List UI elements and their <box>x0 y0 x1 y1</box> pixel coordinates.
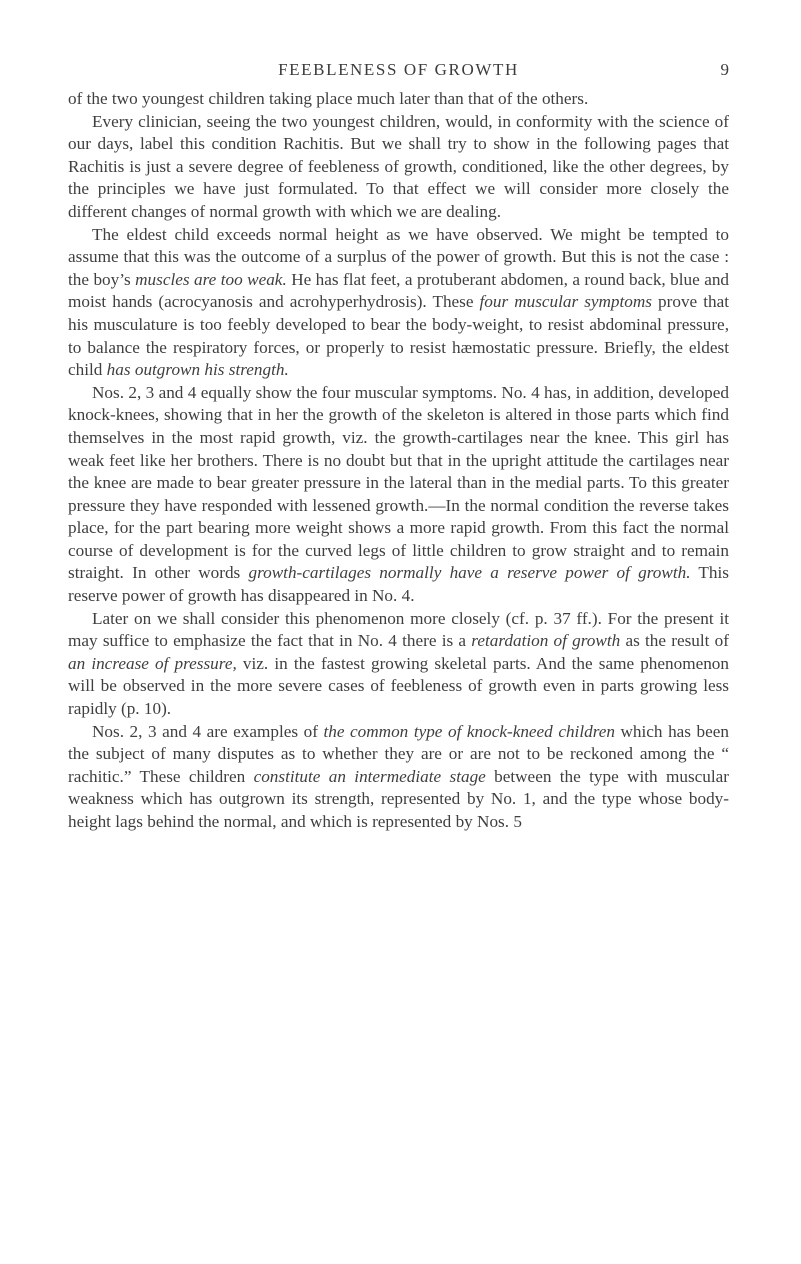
italic-text: the common type of knock-kneed children <box>323 721 615 741</box>
text-run: This reserve power of growth has disappeared in No. 4. <box>68 563 729 606</box>
running-head: FEEBLENESS OF GROWTH <box>278 60 519 79</box>
text-run: which has been the subject of many disputes as to whether they are or are not to be reckoned among the “ rachitic.” These children <box>68 721 729 786</box>
italic-text: constitute an intermediate stage <box>253 766 486 786</box>
text-run: Nos. 2, 3 and 4 equally show the four muscular symptoms. No. 4 has, in addition, developed knock-knees, showing that in her the growth of the skeleton is altered in those parts which find themselves in the most rapid growth, viz. the growth-cartilages near the knee. This girl has weak feet like her brothers. There is no doubt but that in the upright attitude the cartilages near the knee are made to bear greater pressure in the lateral than in the medial parts. To this greater pressure they have responded with lessened growth.—In the normal condition the reverse takes place, for the part bearing more weight shows a more rapid growth. From this fact the normal course of development is for the curved legs of little children to grow straight and to remain straight. In other words <box>68 382 729 583</box>
text-run: He has flat feet, a protuberant abdomen, a round back, blue and moist hands (acrocyanosis and acrohyperhydrosis). These <box>68 269 730 312</box>
paragraph <box>68 88 729 111</box>
paragraph <box>68 111 729 224</box>
italic-text: retardation of growth <box>471 631 621 651</box>
paragraph <box>68 224 729 382</box>
paragraph <box>68 721 729 834</box>
italic-text: four muscular symptoms <box>479 292 653 312</box>
italic-text: growth-cartilages normally have a reserve power of growth. <box>248 563 691 583</box>
text-run: prove that his musculature is too feebly developed to bear the body-weight, to resist abdominal pressure, to balance the respiratory forces, or properly to resist hæmostatic pressure. Briefly, the eldest child <box>68 292 729 380</box>
body-text <box>68 88 729 834</box>
page-header <box>68 60 729 86</box>
text-run: Nos. 2, 3 and 4 are examples of <box>92 721 324 741</box>
italic-text: muscles are too weak. <box>135 269 287 289</box>
text-run: of the two youngest children taking place much later than that of the others. <box>68 89 589 108</box>
text-run: between the type with muscular weakness which has outgrown its strength, represented by No. 1, and the type whose body-height lags behind the normal, and which is represented by Nos. 5 <box>68 766 729 831</box>
text-run: The eldest child exceeds normal height as we have observed. We might be tempted to assume that this was the outcome of a surplus of the power of growth. But this is not the case : the boy’s <box>68 224 729 289</box>
italic-text: an increase of pressure, <box>68 653 237 673</box>
text-run: Later on we shall consider this phenomenon more closely (cf. p. 37 ff.). For the present it may suffice to emphasize the fact that in No. 4 there is a <box>68 608 729 651</box>
paragraph <box>68 608 729 721</box>
text-run: viz. in the fastest growing skeletal parts. And the same phenomenon will be observed in the more severe cases of feebleness of growth even in parts growing less rapidly (p. 10). <box>68 653 729 719</box>
paragraph <box>68 382 729 608</box>
text-run: as the result of <box>620 631 730 651</box>
text-run: Every clinician, seeing the two youngest children, would, in conformity with the science of our days, label this condition Rachitis. But we shall try to show in the following pages that Rachitis is just a severe degree of feebleness of growth, conditioned, like the other degrees, by the principles we have just formulated. To that effect we will consider more closely the different changes of normal growth with which we are dealing. <box>68 111 729 221</box>
italic-text: has outgrown his strength. <box>106 360 289 380</box>
page-number: 9 <box>720 60 729 79</box>
